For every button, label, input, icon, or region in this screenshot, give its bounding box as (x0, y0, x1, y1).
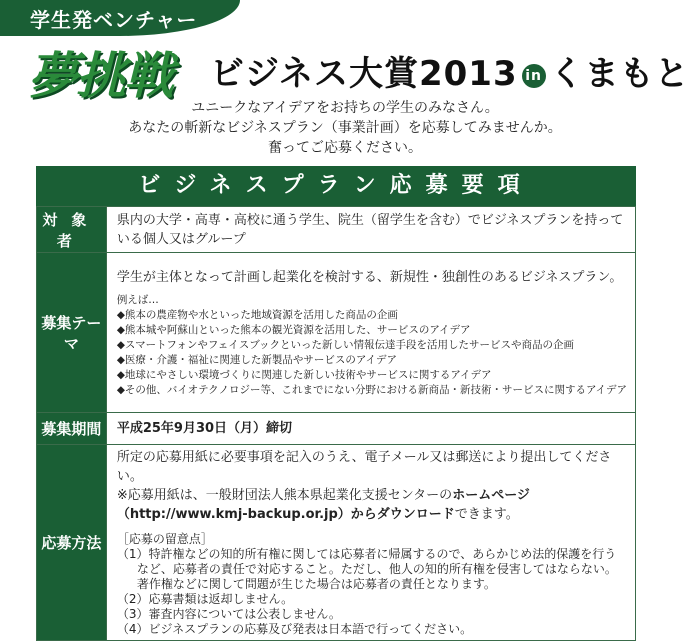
method-download: ※応募用紙は、一般財団法人熊本県起業化支援センターのホームページ (116, 488, 530, 503)
intro-line: あなたの斬新なビジネスプラン（事業計画）を応募してみませんか。 (128, 120, 562, 136)
title-place: くまもと (549, 54, 690, 94)
list-item: ◆医療・介護・福祉に関連した新製品やサービスのアイデア (116, 353, 397, 366)
list-item: ◆熊本城や阿蘇山といった熊本の観光資源を活用した、サービスのアイデア (116, 323, 471, 336)
title-in-badge: in (522, 64, 546, 88)
list-item: （2）応募書類は返却しません。 (116, 592, 294, 606)
list-item: 著作権などに関して問題が生じた場合は応募者の責任となります。 (136, 577, 496, 591)
table-row (37, 445, 636, 641)
table-row (37, 413, 636, 445)
list-item: ◆熊本の農産物や水といった地域資源を活用した商品の企画 (116, 308, 398, 321)
row-value (106, 445, 635, 641)
row-label: 応募方法 (37, 445, 107, 641)
logo: 夢挑戦 (28, 47, 172, 105)
list-item: ◆地球にやさしい環境づくりに関連した新しい技術やサービスに関するアイデア (116, 368, 492, 381)
example-list (117, 293, 627, 398)
notes-list (117, 532, 627, 637)
section-heading: ビジネスプラン応募要項 (36, 166, 636, 206)
intro-line: 奮ってご応募ください。 (268, 140, 422, 156)
list-item: （3）審査内容については公表しません。 (116, 607, 341, 621)
deadline: 平成25年9月30日（月）締切 (106, 413, 635, 445)
notes-title: ［応募の留意点］ (116, 532, 213, 546)
table-row (37, 207, 636, 253)
list-item: ◆その他、バイオテクノロジー等、これまでにない分野における新商品・新技術・サービスに関するアイデア (116, 383, 627, 396)
intro-text (110, 98, 580, 158)
list-item: （4）ビジネスプランの応募及び発表は日本語で行ってください。 (116, 622, 473, 636)
row-label: 対象者 (37, 207, 107, 253)
row-value: 県内の大学・高専・高校に通う学生、院生（留学生を含む）でビジネスプランを持っている個人又はグループ (106, 207, 635, 253)
banner-text: 学生発ベンチャー (30, 8, 198, 32)
title-main: ビジネス大賞2013 (210, 54, 518, 94)
row-label: 募集期間 (37, 413, 107, 445)
theme-text: 学生が主体となって計画し起業化を検討する、新規性・独創性のあるビジネスプラン。 (116, 269, 623, 285)
requirements-table (36, 206, 636, 641)
table-row (37, 253, 636, 413)
examples-label: 例えば… (116, 293, 159, 306)
method-url: （http://www.kmj-backup.or.jp）からダウンロードできます。 (116, 507, 519, 522)
page-title (210, 46, 690, 95)
row-value (106, 253, 635, 413)
list-item: ◆スマートフォンやフェイスブックといった新しい情報伝達手段を活用したサービスや商品の企画 (116, 338, 574, 351)
list-item: など、応募者の責任で対応すること。ただし、他人の知的所有権を侵害してはならない。 (136, 562, 617, 576)
list-item: （1）特許権などの知的所有権に関しては応募者に帰属するので、あらかじめ法的保護を行う (116, 547, 617, 561)
row-label: 募集テーマ (37, 253, 107, 413)
method-text: 所定の応募用紙に必要事項を記入のうえ、電子メール又は郵送により提出してください。 (116, 450, 612, 484)
intro-line: ユニークなアイデアをお持ちの学生のみなさん。 (191, 100, 499, 116)
